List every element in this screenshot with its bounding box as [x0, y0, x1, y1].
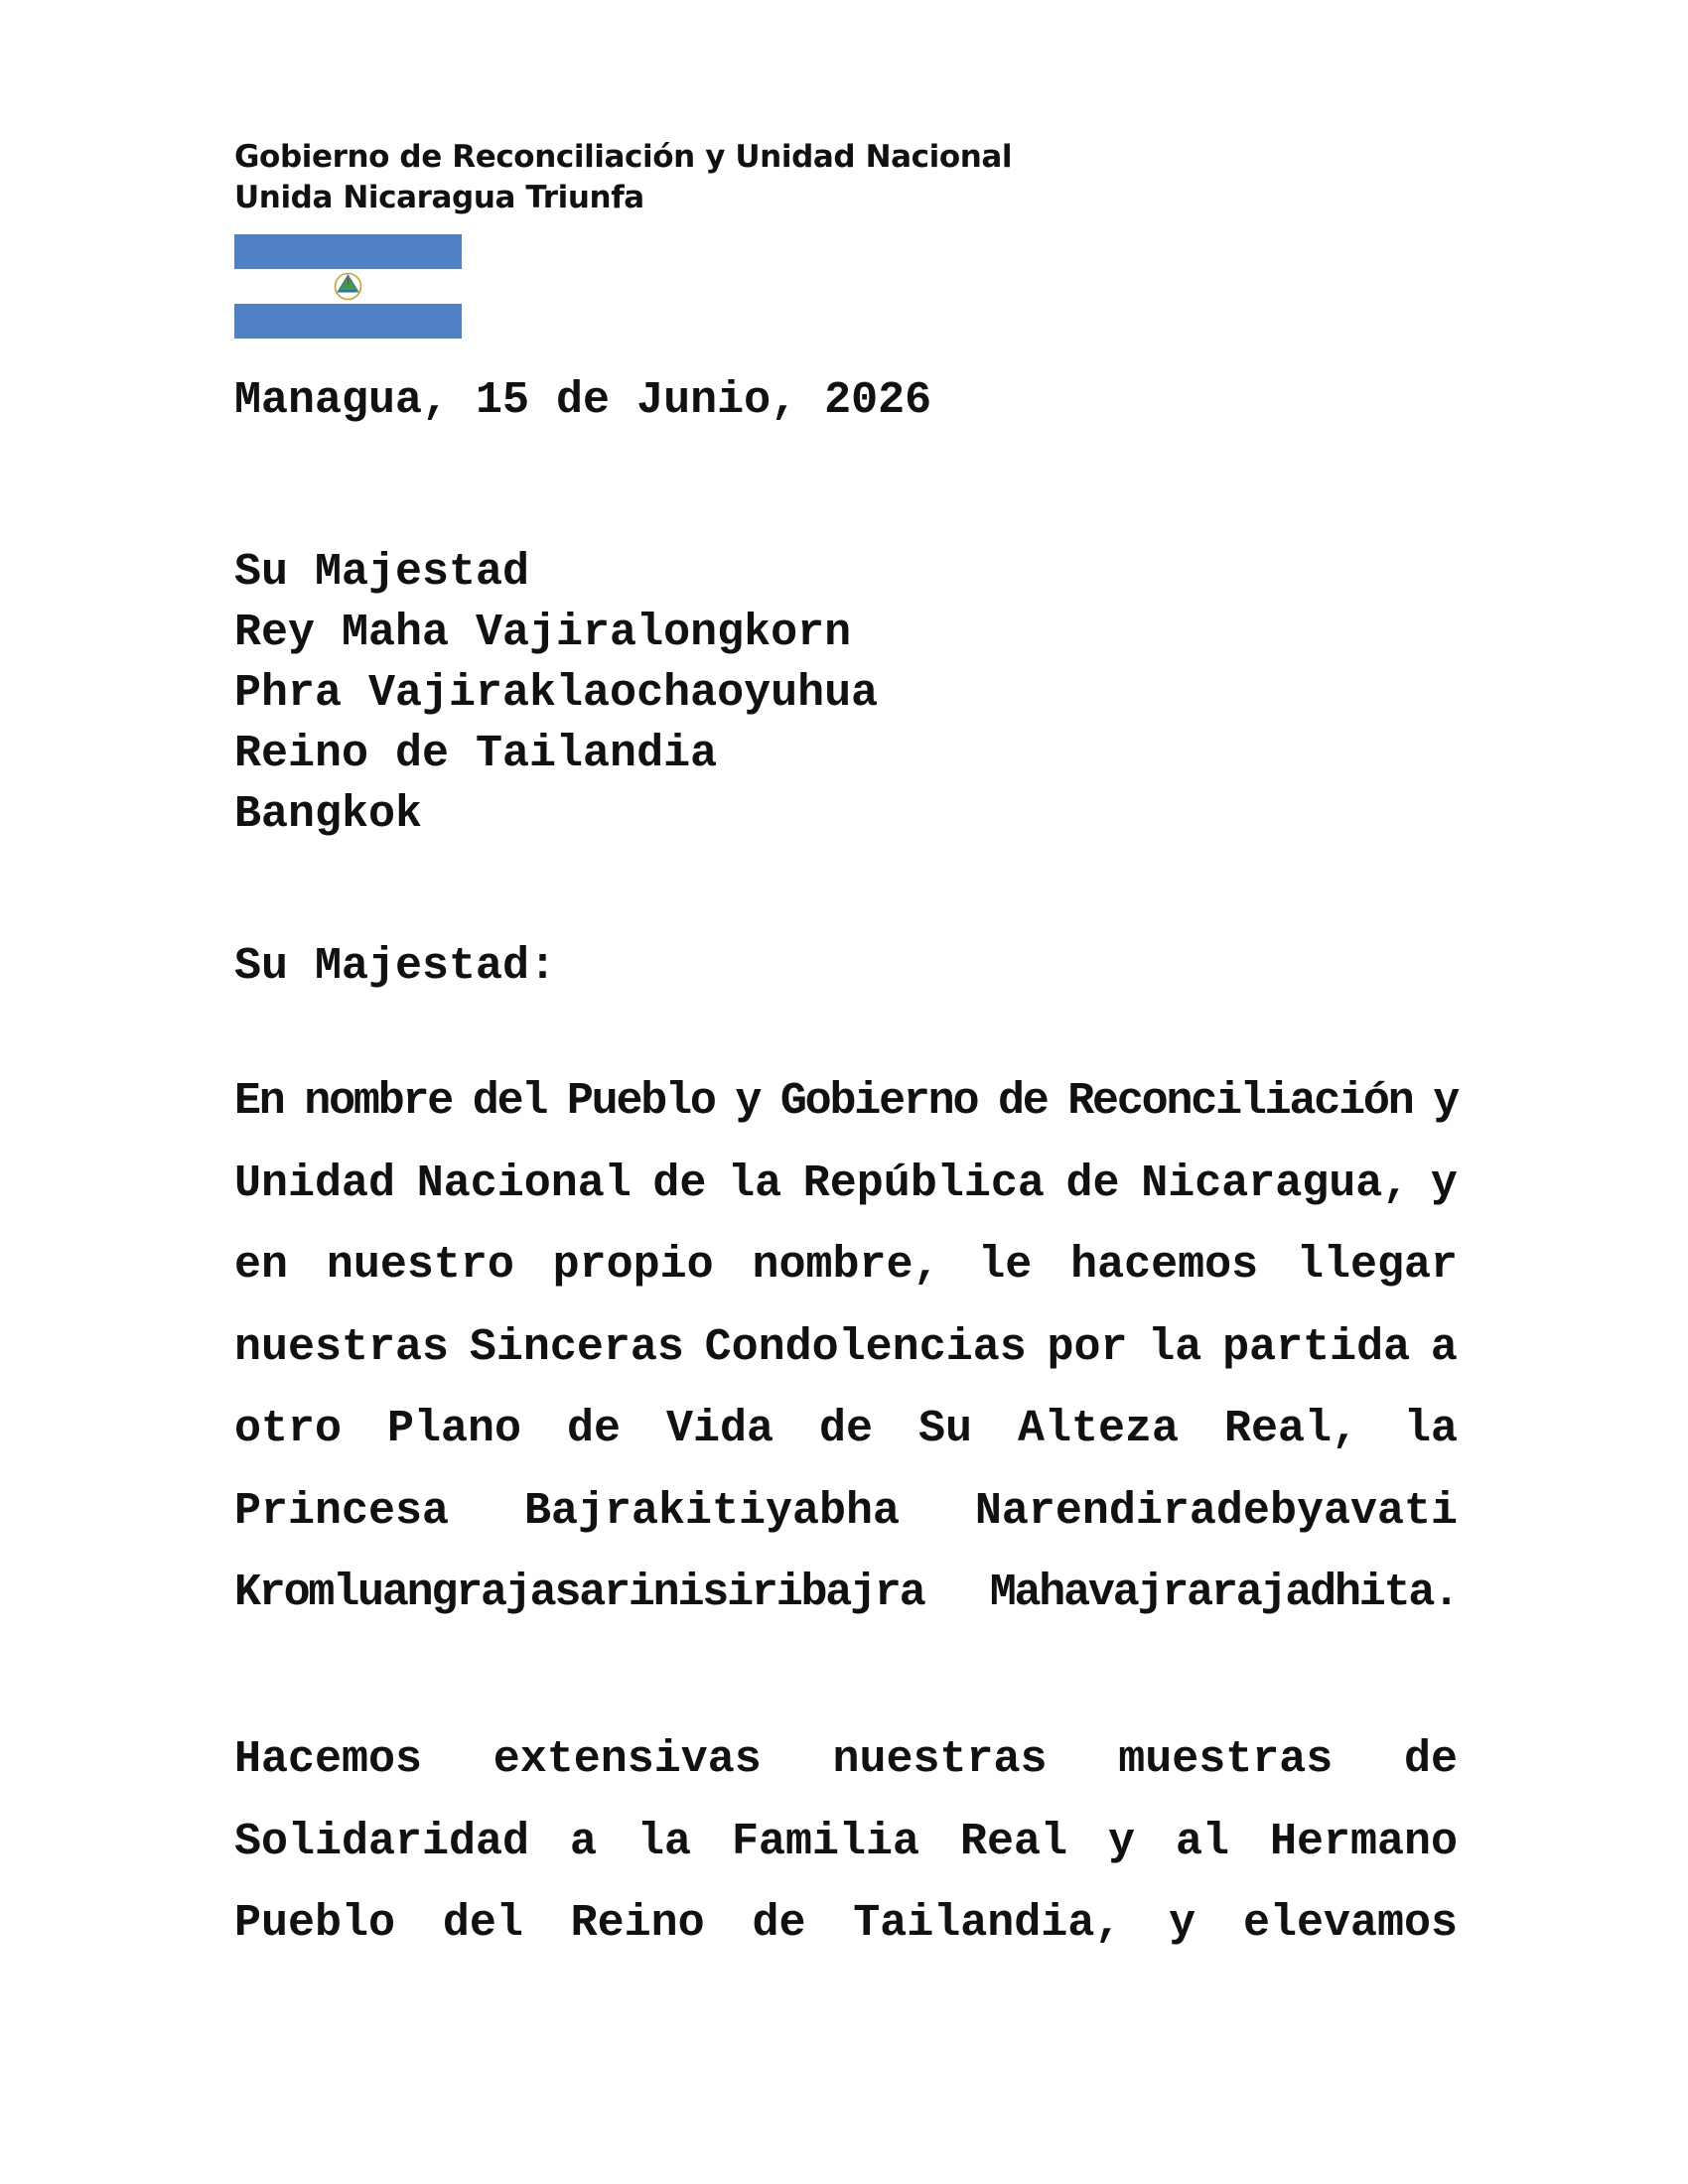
word: nombre	[304, 1076, 453, 1127]
word: nuestras	[234, 1321, 450, 1373]
word: Sinceras	[469, 1321, 684, 1373]
word: extensivas	[492, 1734, 762, 1785]
flag-bottom-stripe	[234, 304, 462, 339]
recipient-line: Rey Maha Vajiralongkorn	[234, 608, 852, 658]
word: hacemos	[1070, 1240, 1259, 1291]
word: Hacemos	[234, 1734, 423, 1785]
word: en	[234, 1240, 289, 1291]
word: Alteza	[1017, 1404, 1179, 1454]
letter-date: Managua, 15 de Junio, 2026	[234, 375, 932, 426]
word: Nacional	[416, 1158, 632, 1209]
word: Condolencias	[704, 1321, 1027, 1373]
body-paragraph-condolences	[234, 1072, 1458, 1646]
paragraph-line	[234, 1400, 1458, 1482]
word: del	[472, 1076, 547, 1127]
word: Hermano	[1269, 1816, 1458, 1867]
paragraph-line	[234, 1730, 1458, 1813]
paragraph-line	[234, 1155, 1458, 1237]
paragraph-line	[234, 1236, 1458, 1318]
word: otro	[234, 1404, 343, 1454]
word: propio	[552, 1240, 714, 1291]
word: y	[1169, 1898, 1196, 1949]
word: de	[997, 1076, 1048, 1127]
recipient-line: Su Majestad	[234, 547, 530, 598]
word: a	[570, 1816, 598, 1867]
letterhead-government-name: Gobierno de Reconciliación y Unidad Nacional	[234, 139, 1013, 175]
word: llegar	[1296, 1240, 1458, 1291]
word: Reconciliación	[1067, 1076, 1413, 1127]
word: muestras	[1118, 1734, 1334, 1785]
word: República	[802, 1158, 1045, 1209]
recipient-address	[234, 542, 878, 845]
word: por	[1047, 1321, 1128, 1373]
word: Mahavajrarajadhita.	[989, 1568, 1458, 1618]
word: Nicaragua,	[1141, 1158, 1410, 1209]
paragraph-line	[234, 1564, 1458, 1646]
letterhead-slogan: Unida Nicaragua Triunfa	[234, 180, 644, 215]
word: de	[818, 1404, 873, 1454]
word: Solidaridad	[234, 1816, 530, 1867]
word: Real,	[1223, 1404, 1358, 1454]
word: Plano	[387, 1404, 522, 1454]
word: Tailandia,	[853, 1898, 1122, 1949]
word: nombre,	[752, 1240, 940, 1291]
paragraph-line	[234, 1482, 1458, 1565]
word: nuestras	[832, 1734, 1048, 1785]
word: Real	[960, 1816, 1068, 1867]
word: elevamos	[1242, 1898, 1458, 1949]
paragraph-line	[234, 1894, 1458, 1977]
word: Pueblo	[234, 1898, 396, 1949]
paragraph-line	[234, 1318, 1458, 1401]
word: de	[1065, 1158, 1120, 1209]
word: de	[1403, 1734, 1458, 1785]
recipient-line: Bangkok	[234, 789, 423, 840]
word: le	[978, 1240, 1033, 1291]
word: Narendiradebyavati	[974, 1485, 1458, 1537]
word: Princesa	[234, 1485, 450, 1537]
paragraph-line	[234, 1072, 1458, 1155]
word: nuestro	[326, 1240, 514, 1291]
letterhead	[234, 137, 1012, 218]
word: Familia	[732, 1816, 920, 1867]
word: de	[652, 1158, 707, 1209]
word: y	[1433, 1076, 1458, 1127]
word: la	[1148, 1321, 1202, 1373]
word: de	[567, 1404, 622, 1454]
word: la	[637, 1816, 692, 1867]
word: Gobierno	[779, 1076, 978, 1127]
word: En	[234, 1076, 284, 1127]
word: a	[1430, 1321, 1458, 1373]
recipient-line: Phra Vajiraklaochaoyuhua	[234, 668, 879, 719]
word: Su	[917, 1404, 972, 1454]
word: Kromluangrajasarinisiribajra	[234, 1568, 924, 1618]
word: y	[735, 1076, 761, 1127]
word: partida	[1222, 1321, 1411, 1373]
word: Pueblo	[566, 1076, 715, 1127]
word: de	[752, 1898, 806, 1949]
word: al	[1175, 1816, 1229, 1867]
word: y	[1108, 1816, 1136, 1867]
paragraph-line	[234, 1813, 1458, 1895]
nicaragua-flag	[234, 234, 462, 339]
recipient-line: Reino de Tailandia	[234, 729, 718, 779]
word: del	[442, 1898, 523, 1949]
flag-top-stripe	[234, 234, 462, 269]
body-paragraph-solidarity	[234, 1730, 1458, 1977]
word: Vida	[665, 1404, 774, 1454]
word: Reino	[570, 1898, 705, 1949]
word: Unidad	[234, 1158, 396, 1209]
salutation: Su Majestad:	[234, 941, 557, 992]
word: y	[1430, 1158, 1458, 1209]
word: Bajrakitiyabha	[523, 1485, 900, 1537]
word: la	[1403, 1404, 1458, 1454]
word: la	[728, 1158, 782, 1209]
